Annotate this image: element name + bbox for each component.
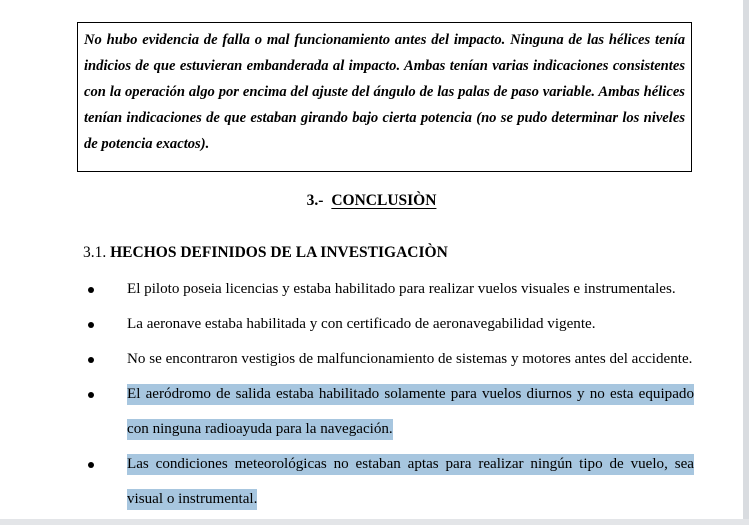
findings-box xyxy=(77,22,692,172)
highlighted-text[interactable]: El aeródromo de salida estaba habilitado solamente para vuelos diurnos y no esta equipado con ninguna radioayuda para la navegación. xyxy=(127,384,694,440)
list-item-text[interactable]: El piloto poseia licencias y estaba habilitado para realizar vuelos visuales e instrumentales. xyxy=(127,281,676,297)
bullet-icon xyxy=(88,357,96,365)
bullet-icon xyxy=(88,287,96,295)
section-heading xyxy=(0,190,743,212)
highlighted-text[interactable]: Las condiciones meteorológicas no estaban aptas para realizar ningún tipo de vuelo, sea visual o instrumental. xyxy=(127,454,694,510)
subsection-title[interactable]: HECHOS DEFINIDOS DE LA INVESTIGACIÒN xyxy=(110,244,448,261)
bullet-icon xyxy=(88,462,96,470)
subsection-heading xyxy=(83,242,448,264)
section-title[interactable]: CONCLUSIÒN xyxy=(331,192,437,209)
subsection-number: 3.1. xyxy=(83,244,107,261)
viewer-scroll-edge xyxy=(743,0,749,525)
list-item-text[interactable]: La aeronave estaba habilitada y con certificado de aeronavegabilidad vigente. xyxy=(127,316,596,332)
section-number: 3.- xyxy=(306,192,324,209)
list-item-text[interactable] xyxy=(127,377,694,447)
viewer-bottom-edge xyxy=(0,519,749,525)
bullet-icon xyxy=(88,392,96,400)
list-item-text[interactable] xyxy=(127,447,694,517)
bullet-icon xyxy=(88,322,96,330)
findings-paragraph[interactable]: No hubo evidencia de falla o mal funcionamiento antes del impacto. Ninguna de las hélices tenía indicios de que estuvieran embanderada al impacto. Ambas tenían varias indicaciones consistentes con la operación algo por encima del ajuste del ángulo de las palas de paso variable. Ambas hélices tenían indicaciones de que estaban girando bajo cierta potencia (no se pudo determinar los niveles de potencia exactos). xyxy=(84,32,685,152)
list-item-text[interactable]: No se encontraron vestigios de malfuncionamiento de sistemas y motores antes del accidente. xyxy=(127,351,693,367)
